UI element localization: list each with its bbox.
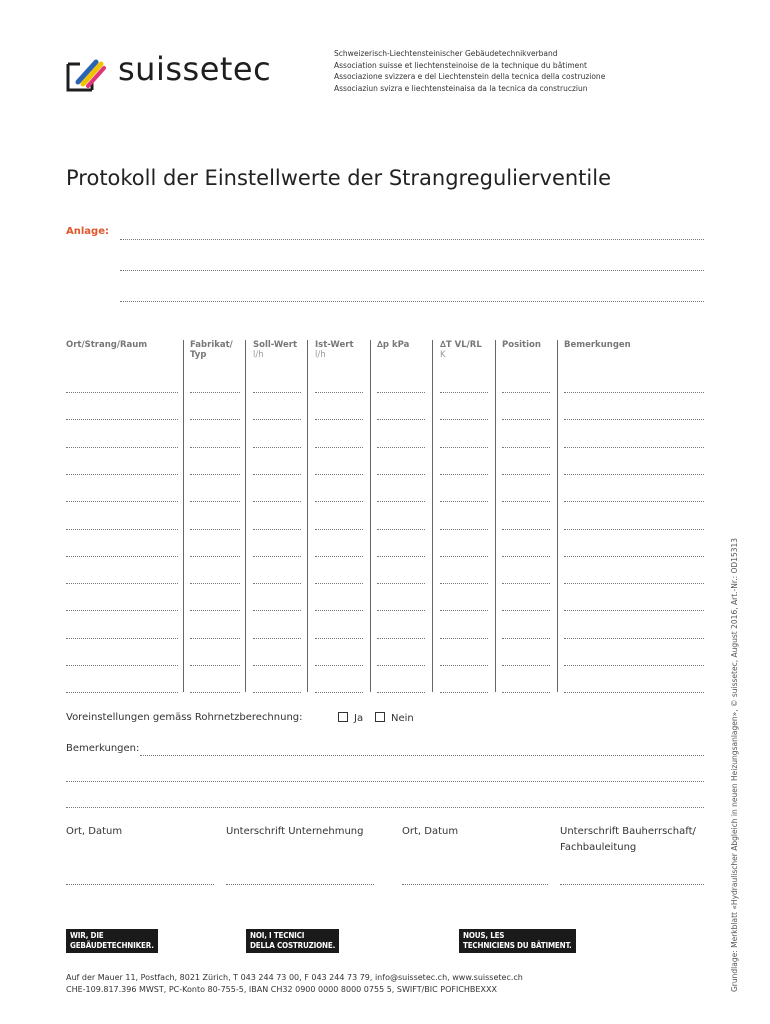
anlage-label: Anlage: <box>66 226 109 237</box>
stamp-fr-line1: NOUS, LES <box>463 931 505 940</box>
signature-company-line[interactable] <box>226 884 374 885</box>
place-date-label-2: Ort, Datum <box>402 826 459 837</box>
table-cell-input[interactable] <box>377 419 425 420</box>
presettings-label: Voreinstellungen gemäss Rohrnetzberechnung: <box>66 712 303 723</box>
logo-wordmark: suissetec <box>118 50 272 88</box>
table-cell-input[interactable] <box>66 665 178 666</box>
col-header-ist-wert-unit: l/h <box>315 350 326 360</box>
col-separator <box>557 340 558 692</box>
remarks-line-2[interactable] <box>66 781 704 782</box>
table-cell-input[interactable] <box>502 501 550 502</box>
table-cell-input[interactable] <box>190 501 240 502</box>
table-cell-input[interactable] <box>440 638 488 639</box>
table-cell-input[interactable] <box>440 419 488 420</box>
col-header-dp <box>377 340 409 350</box>
footer-line-1: Auf der Mauer 11, Postfach, 8021 Zürich, T 043 244 73 00, F 043 244 73 79, info@suissetec.ch, www.suissetec.ch <box>66 973 523 982</box>
table-cell-input[interactable] <box>564 447 704 448</box>
col-separator <box>183 340 184 692</box>
table-cell-input[interactable] <box>502 447 550 448</box>
table-cell-input[interactable] <box>564 474 704 475</box>
table-cell-input[interactable] <box>190 419 240 420</box>
table-cell-input[interactable] <box>564 665 704 666</box>
table-cell-input[interactable] <box>66 474 178 475</box>
signature-owner-label-2: Fachbauleitung <box>560 842 637 853</box>
signature-owner-line[interactable] <box>560 884 704 885</box>
table-cell-input[interactable] <box>315 474 363 475</box>
table-cell-input[interactable] <box>66 529 178 530</box>
table-cell-input[interactable] <box>315 665 363 666</box>
col-header-ort-label: Ort/Strang/Raum <box>66 340 148 350</box>
col-header-fabrikat <box>190 340 233 360</box>
checkbox-ja-box[interactable] <box>338 712 348 722</box>
logo-mark-icon <box>66 56 114 100</box>
table-cell-input[interactable] <box>440 529 488 530</box>
association-name-de: Schweizerisch-Liechtensteinischer Gebäudetechnikverband <box>334 49 558 58</box>
table-cell-input[interactable] <box>315 583 363 584</box>
side-note: Grundlage: Merkblatt «Hydraulischer Abgleich in neuen Heizungsanlagen», © suissetec, August 2016, Art.-Nr.: OD15313 <box>730 537 739 992</box>
table-cell-input[interactable] <box>502 529 550 530</box>
table-cell-input[interactable] <box>253 392 301 393</box>
table-cell-input[interactable] <box>440 610 488 611</box>
stamp-it-line1: NOI, I TECNICI <box>250 931 305 940</box>
table-cell-input[interactable] <box>190 610 240 611</box>
table-cell-input[interactable] <box>564 529 704 530</box>
table-cell-input[interactable] <box>377 529 425 530</box>
col-header-position <box>502 340 541 350</box>
anlage-line-2[interactable] <box>120 270 704 271</box>
table-cell-input[interactable] <box>440 583 488 584</box>
col-header-soll-wert-unit: l/h <box>253 350 264 360</box>
place-date-line-2[interactable] <box>402 884 548 885</box>
checkbox-nein[interactable] <box>375 712 414 724</box>
table-cell-input[interactable] <box>315 419 363 420</box>
col-header-bemerkungen <box>564 340 631 350</box>
table-cell-input[interactable] <box>440 556 488 557</box>
table-cell-input[interactable] <box>502 610 550 611</box>
stamp-it-line2: DELLA COSTRUZIONE. <box>250 941 336 950</box>
table-cell-input[interactable] <box>315 556 363 557</box>
table-cell-input[interactable] <box>502 638 550 639</box>
table-cell-input[interactable] <box>315 692 363 693</box>
table-cell-input[interactable] <box>502 419 550 420</box>
table-cell-input[interactable] <box>253 419 301 420</box>
table-cell-input[interactable] <box>377 556 425 557</box>
stamp-de-line1: WIR, DIE <box>70 931 104 940</box>
table-cell-input[interactable] <box>502 692 550 693</box>
col-header-dt-label: ∆T VL/RL <box>440 340 482 350</box>
signature-company-label: Unterschrift Unternehmung <box>226 826 364 837</box>
table-cell-input[interactable] <box>190 583 240 584</box>
table-cell-input[interactable] <box>440 474 488 475</box>
table-cell-input[interactable] <box>190 447 240 448</box>
col-separator <box>495 340 496 692</box>
stamp-fr <box>459 929 576 953</box>
table-cell-input[interactable] <box>190 474 240 475</box>
table-cell-input[interactable] <box>315 610 363 611</box>
table-cell-input[interactable] <box>377 665 425 666</box>
checkbox-nein-box[interactable] <box>375 712 385 722</box>
col-header-dp-label: ∆p kPa <box>377 340 410 350</box>
col-header-ist-wert <box>315 340 354 360</box>
col-header-bemerkungen-label: Bemerkungen <box>564 340 631 350</box>
table-cell-input[interactable] <box>440 447 488 448</box>
table-cell-input[interactable] <box>66 638 178 639</box>
table-cell-input[interactable] <box>315 392 363 393</box>
association-name-rm: Associaziun svizra e liechtensteinaisa da la tecnica da construcziun <box>334 83 588 93</box>
stamp-de-line2: GEBÄUDETECHNIKER. <box>70 941 154 950</box>
col-header-ort <box>66 340 147 350</box>
place-date-label-1: Ort, Datum <box>66 826 123 837</box>
table-cell-input[interactable] <box>564 583 704 584</box>
table-cell-input[interactable] <box>66 419 178 420</box>
table-cell-input[interactable] <box>377 638 425 639</box>
table-cell-input[interactable] <box>253 447 301 448</box>
association-name-it: Associazione svizzera e del Liechtenstein della tecnica della costruzione <box>334 72 606 81</box>
signature-owner-label-1: Unterschrift Bauherrschaft/ <box>560 826 696 837</box>
checkbox-nein-label: Nein <box>391 713 414 724</box>
table-cell-input[interactable] <box>377 583 425 584</box>
col-header-dt <box>440 340 482 360</box>
table-cell-input[interactable] <box>253 665 301 666</box>
table-cell-input[interactable] <box>253 610 301 611</box>
remarks-label: Bemerkungen: <box>66 743 140 754</box>
table-cell-input[interactable] <box>66 447 178 448</box>
table-cell-input[interactable] <box>564 692 704 693</box>
table-cell-input[interactable] <box>564 610 704 611</box>
table-cell-input[interactable] <box>66 392 178 393</box>
remarks-line-1[interactable] <box>140 755 704 756</box>
table-cell-input[interactable] <box>377 501 425 502</box>
table-cell-input[interactable] <box>190 556 240 557</box>
col-separator <box>245 340 246 692</box>
table-cell-input[interactable] <box>315 638 363 639</box>
table-cell-input[interactable] <box>564 556 704 557</box>
table-cell-input[interactable] <box>66 692 178 693</box>
col-separator <box>370 340 371 692</box>
table-cell-input[interactable] <box>253 501 301 502</box>
table-cell-input[interactable] <box>253 638 301 639</box>
remarks-line-3[interactable] <box>66 807 704 808</box>
stamp-de <box>66 929 158 953</box>
association-name-fr: Association suisse et liechtensteinoise de la technique du bâtiment <box>334 60 587 70</box>
table-cell-input[interactable] <box>564 419 704 420</box>
table-cell-input[interactable] <box>377 447 425 448</box>
table-cell-input[interactable] <box>564 392 704 393</box>
col-header-fabrikat-label: Fabrikat/ Typ <box>190 340 233 360</box>
col-header-soll-wert-label: Soll-Wert <box>253 340 298 350</box>
anlage-line-1[interactable] <box>120 239 704 240</box>
table-cell-input[interactable] <box>440 692 488 693</box>
association-names <box>334 48 605 94</box>
col-header-ist-wert-label: Ist-Wert <box>315 340 354 350</box>
table-cell-input[interactable] <box>253 529 301 530</box>
place-date-line-1[interactable] <box>66 884 214 885</box>
table-cell-input[interactable] <box>315 447 363 448</box>
checkbox-ja[interactable] <box>338 712 363 724</box>
table-cell-input[interactable] <box>564 638 704 639</box>
table-cell-input[interactable] <box>66 610 178 611</box>
table-cell-input[interactable] <box>377 692 425 693</box>
table-cell-input[interactable] <box>253 474 301 475</box>
stamp-it <box>246 929 339 953</box>
table-cell-input[interactable] <box>190 638 240 639</box>
table-cell-input[interactable] <box>66 556 178 557</box>
col-header-position-label: Position <box>502 340 541 350</box>
stamp-fr-line2: TECHNICIENS DU BÂTIMENT. <box>463 941 572 950</box>
table-cell-input[interactable] <box>253 692 301 693</box>
table-cell-input[interactable] <box>315 501 363 502</box>
table-cell-input[interactable] <box>502 665 550 666</box>
col-separator <box>307 340 308 692</box>
table-cell-input[interactable] <box>190 529 240 530</box>
table-cell-input[interactable] <box>190 692 240 693</box>
col-header-dt-unit: K <box>440 350 446 360</box>
table-cell-input[interactable] <box>315 529 363 530</box>
footer-line-2: CHE-109.817.396 MWST, PC-Konto 80-755-5, IBAN CH32 0900 0000 8000 0755 5, SWIFT/BIC POFICHBEXXX <box>66 985 497 994</box>
table-cell-input[interactable] <box>377 610 425 611</box>
table-cell-input[interactable] <box>253 583 301 584</box>
col-header-soll-wert <box>253 340 297 360</box>
table-cell-input[interactable] <box>190 392 240 393</box>
anlage-line-3[interactable] <box>120 301 704 302</box>
table-cell-input[interactable] <box>440 501 488 502</box>
footer-address <box>66 972 523 996</box>
table-cell-input[interactable] <box>377 474 425 475</box>
table-cell-input[interactable] <box>253 556 301 557</box>
col-separator <box>432 340 433 692</box>
table-cell-input[interactable] <box>440 392 488 393</box>
table-cell-input[interactable] <box>440 665 488 666</box>
table-cell-input[interactable] <box>502 556 550 557</box>
table-cell-input[interactable] <box>190 665 240 666</box>
page-title: Protokoll der Einstellwerte der Strangregulierventile <box>66 166 611 190</box>
table-cell-input[interactable] <box>502 583 550 584</box>
table-cell-input[interactable] <box>377 392 425 393</box>
suissetec-logo <box>66 50 276 100</box>
table-cell-input[interactable] <box>66 583 178 584</box>
checkbox-ja-label: Ja <box>354 713 364 724</box>
table-cell-input[interactable] <box>502 392 550 393</box>
table-cell-input[interactable] <box>66 501 178 502</box>
table-cell-input[interactable] <box>564 501 704 502</box>
table-cell-input[interactable] <box>502 474 550 475</box>
